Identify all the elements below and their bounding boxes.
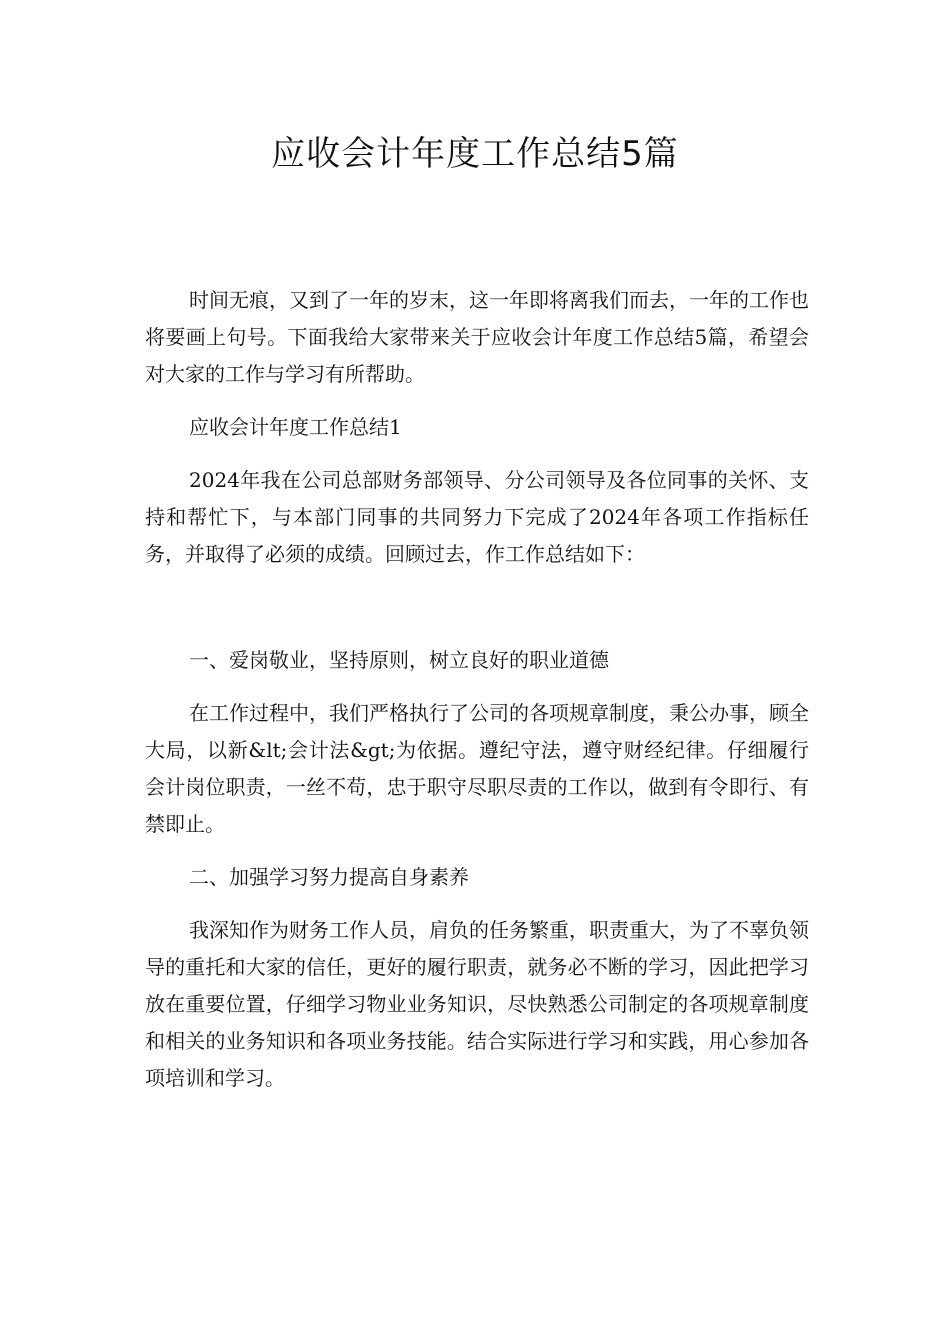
section-heading-summary-1: 应收会计年度工作总结1 <box>189 415 402 439</box>
document-title: 应收会计年度工作总结5篇 <box>271 134 679 174</box>
section-2-paragraph: 我深知作为财务工作人员，肩负的任务繁重，职责重大，为了不辜负领导的重托和大家的信任，更好的履行职责，就务必不断的学习，因此把学习放在重要位置，仔细学习物业业务知识，尽快熟悉公司制定的各项规章制度和相关的业务知识和各项业务技能。结合实际进行学习和实践，用心参加各项培训和学习。 <box>145 918 809 1090</box>
section-1-paragraph: 在工作过程中，我们严格执行了公司的各项规章制度，秉公办事，顾全大局，以新&lt;会计法&gt;为依据。遵纪守法，遵守财经纪律。仔细履行会计岗位职责，一丝不苟，忠于职守尽职尽责的工作以，做到有令即行、有禁即止。 <box>145 701 809 836</box>
summary-opening-paragraph: 2024年我在公司总部财务部领导、分公司领导及各位同事的关怀、支持和帮忙下，与本部门同事的共同努力下完成了2024年各项工作指标任务，并取得了必须的成绩。回顾过去，作工作总结如下： <box>145 468 809 566</box>
section-heading-2: 二、加强学习努力提高自身素养 <box>189 865 469 889</box>
intro-paragraph: 时间无痕，又到了一年的岁末，这一年即将离我们而去，一年的工作也将要画上句号。下面我给大家带来关于应收会计年度工作总结5篇，希望会对大家的工作与学习有所帮助。 <box>145 288 809 386</box>
section-heading-1: 一、爱岗敬业，坚持原则，树立良好的职业道德 <box>189 648 609 672</box>
blank-line <box>145 589 809 642</box>
document-body <box>145 282 809 1113</box>
